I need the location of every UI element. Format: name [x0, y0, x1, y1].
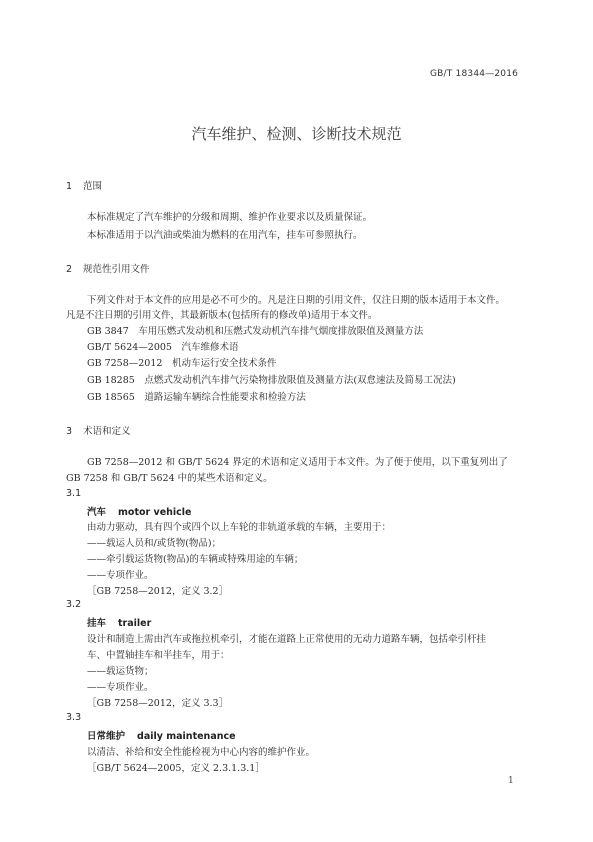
reference-code: GB 3847 — [87, 326, 129, 337]
terms-intro-line-1: GB 7258—2012 和 GB/T 5624 界定的术语和定义适用于本文件。为了便于使用，以下重复列出了 — [87, 457, 508, 468]
reference-code: GB 18565 — [87, 392, 135, 403]
reference-item — [87, 372, 456, 386]
reference-code: GB 18285 — [87, 375, 135, 386]
term-zh: 汽车 — [87, 507, 107, 518]
term-zh: 日常维护 — [87, 731, 126, 742]
term-number: 3.1 — [66, 488, 82, 499]
term-list-item: ——专项作业。 — [87, 570, 154, 581]
reference-title: 道路运输车辆综合性能要求和检验方法 — [144, 392, 306, 403]
page-number: 1 — [508, 776, 514, 786]
section-number: 1 — [66, 181, 73, 192]
terms-intro-line-2: GB 7258 和 GB/T 5624 中的某些术语和定义。 — [66, 473, 273, 484]
term-list-item: ——载运货物； — [87, 666, 154, 677]
term-en: trailer — [118, 618, 152, 629]
reference-code: GB/T 5624—2005 — [87, 342, 172, 353]
term-definition: 由动力驱动，具有四个或四个以上车轮的非轨道承载的车辆，主要用于： — [87, 522, 392, 533]
term-zh: 挂车 — [87, 618, 107, 629]
section-1-heading — [66, 178, 102, 192]
term-number: 3.2 — [66, 599, 82, 610]
references-intro-line-1: 下列文件对于本文件的应用是必不可少的。凡是注日期的引用文件，仅注日期的版本适用于本文件。 — [87, 295, 506, 306]
reference-item — [87, 355, 276, 369]
term-definition-line-1: 设计和制造上需由汽车或拖拉机牵引，才能在道路上正常使用的无动力道路车辆，包括牵引杆挂 — [87, 634, 487, 645]
reference-title: 车用压燃式发动机和压燃式发动机汽车排气烟度排放限值及测量方法 — [138, 326, 424, 337]
term-list-item: ——牵引载运货物(物品)的车辆或特殊用途的车辆； — [87, 554, 304, 565]
term-en: daily maintenance — [137, 731, 236, 742]
section-2-heading — [66, 261, 150, 275]
reference-item — [87, 339, 239, 353]
reference-item — [87, 389, 306, 403]
term-definition: 以清洁、补给和安全性能检视为中心内容的维护作业。 — [87, 747, 316, 758]
term-list-item: ——专项作业。 — [87, 682, 154, 693]
section-title: 术语和定义 — [83, 426, 131, 437]
section-number: 3 — [66, 426, 73, 437]
term-name — [87, 504, 192, 518]
term-name — [87, 615, 151, 629]
term-source: ［GB 7258—2012，定义 3.3］ — [87, 698, 229, 709]
document-title: 汽车维护、检测、诊断技术规范 — [191, 125, 402, 143]
section-title: 范围 — [83, 181, 103, 192]
term-source: ［GB 7258—2012，定义 3.2］ — [87, 586, 229, 597]
term-number: 3.3 — [66, 712, 82, 723]
section-3-heading — [66, 423, 131, 437]
term-definition-line-2: 车、中置轴挂车和半挂车，用于： — [87, 650, 230, 661]
term-en: motor vehicle — [118, 507, 192, 518]
reference-item — [87, 323, 423, 337]
reference-title: 点燃式发动机汽车排气污染物排放限值及测量方法(双怠速法及简易工况法) — [144, 375, 456, 386]
scope-line-2: 本标准适用于以汽油或柴油为燃料的在用汽车，挂车可参照执行。 — [87, 230, 363, 241]
section-title: 规范性引用文件 — [83, 264, 150, 275]
section-number: 2 — [66, 264, 73, 275]
term-source: ［GB/T 5624—2005，定义 2.3.1.3.1］ — [87, 763, 265, 774]
reference-code: GB 7258—2012 — [87, 358, 163, 369]
references-intro-line-2: 凡是不注日期的引用文件，其最新版本(包括所有的修改单)适用于本文件。 — [66, 310, 378, 321]
reference-title: 机动车运行安全技术条件 — [171, 358, 277, 369]
reference-title: 汽车维修术语 — [181, 342, 239, 353]
term-list-item: ——载运人员和/或货物(物品)； — [87, 538, 222, 549]
scope-line-1: 本标准规定了汽车维护的分级和周期、维护作业要求以及质量保证。 — [87, 212, 373, 223]
standard-code: GB/T 18344—2016 — [430, 69, 519, 79]
term-name — [87, 728, 236, 742]
